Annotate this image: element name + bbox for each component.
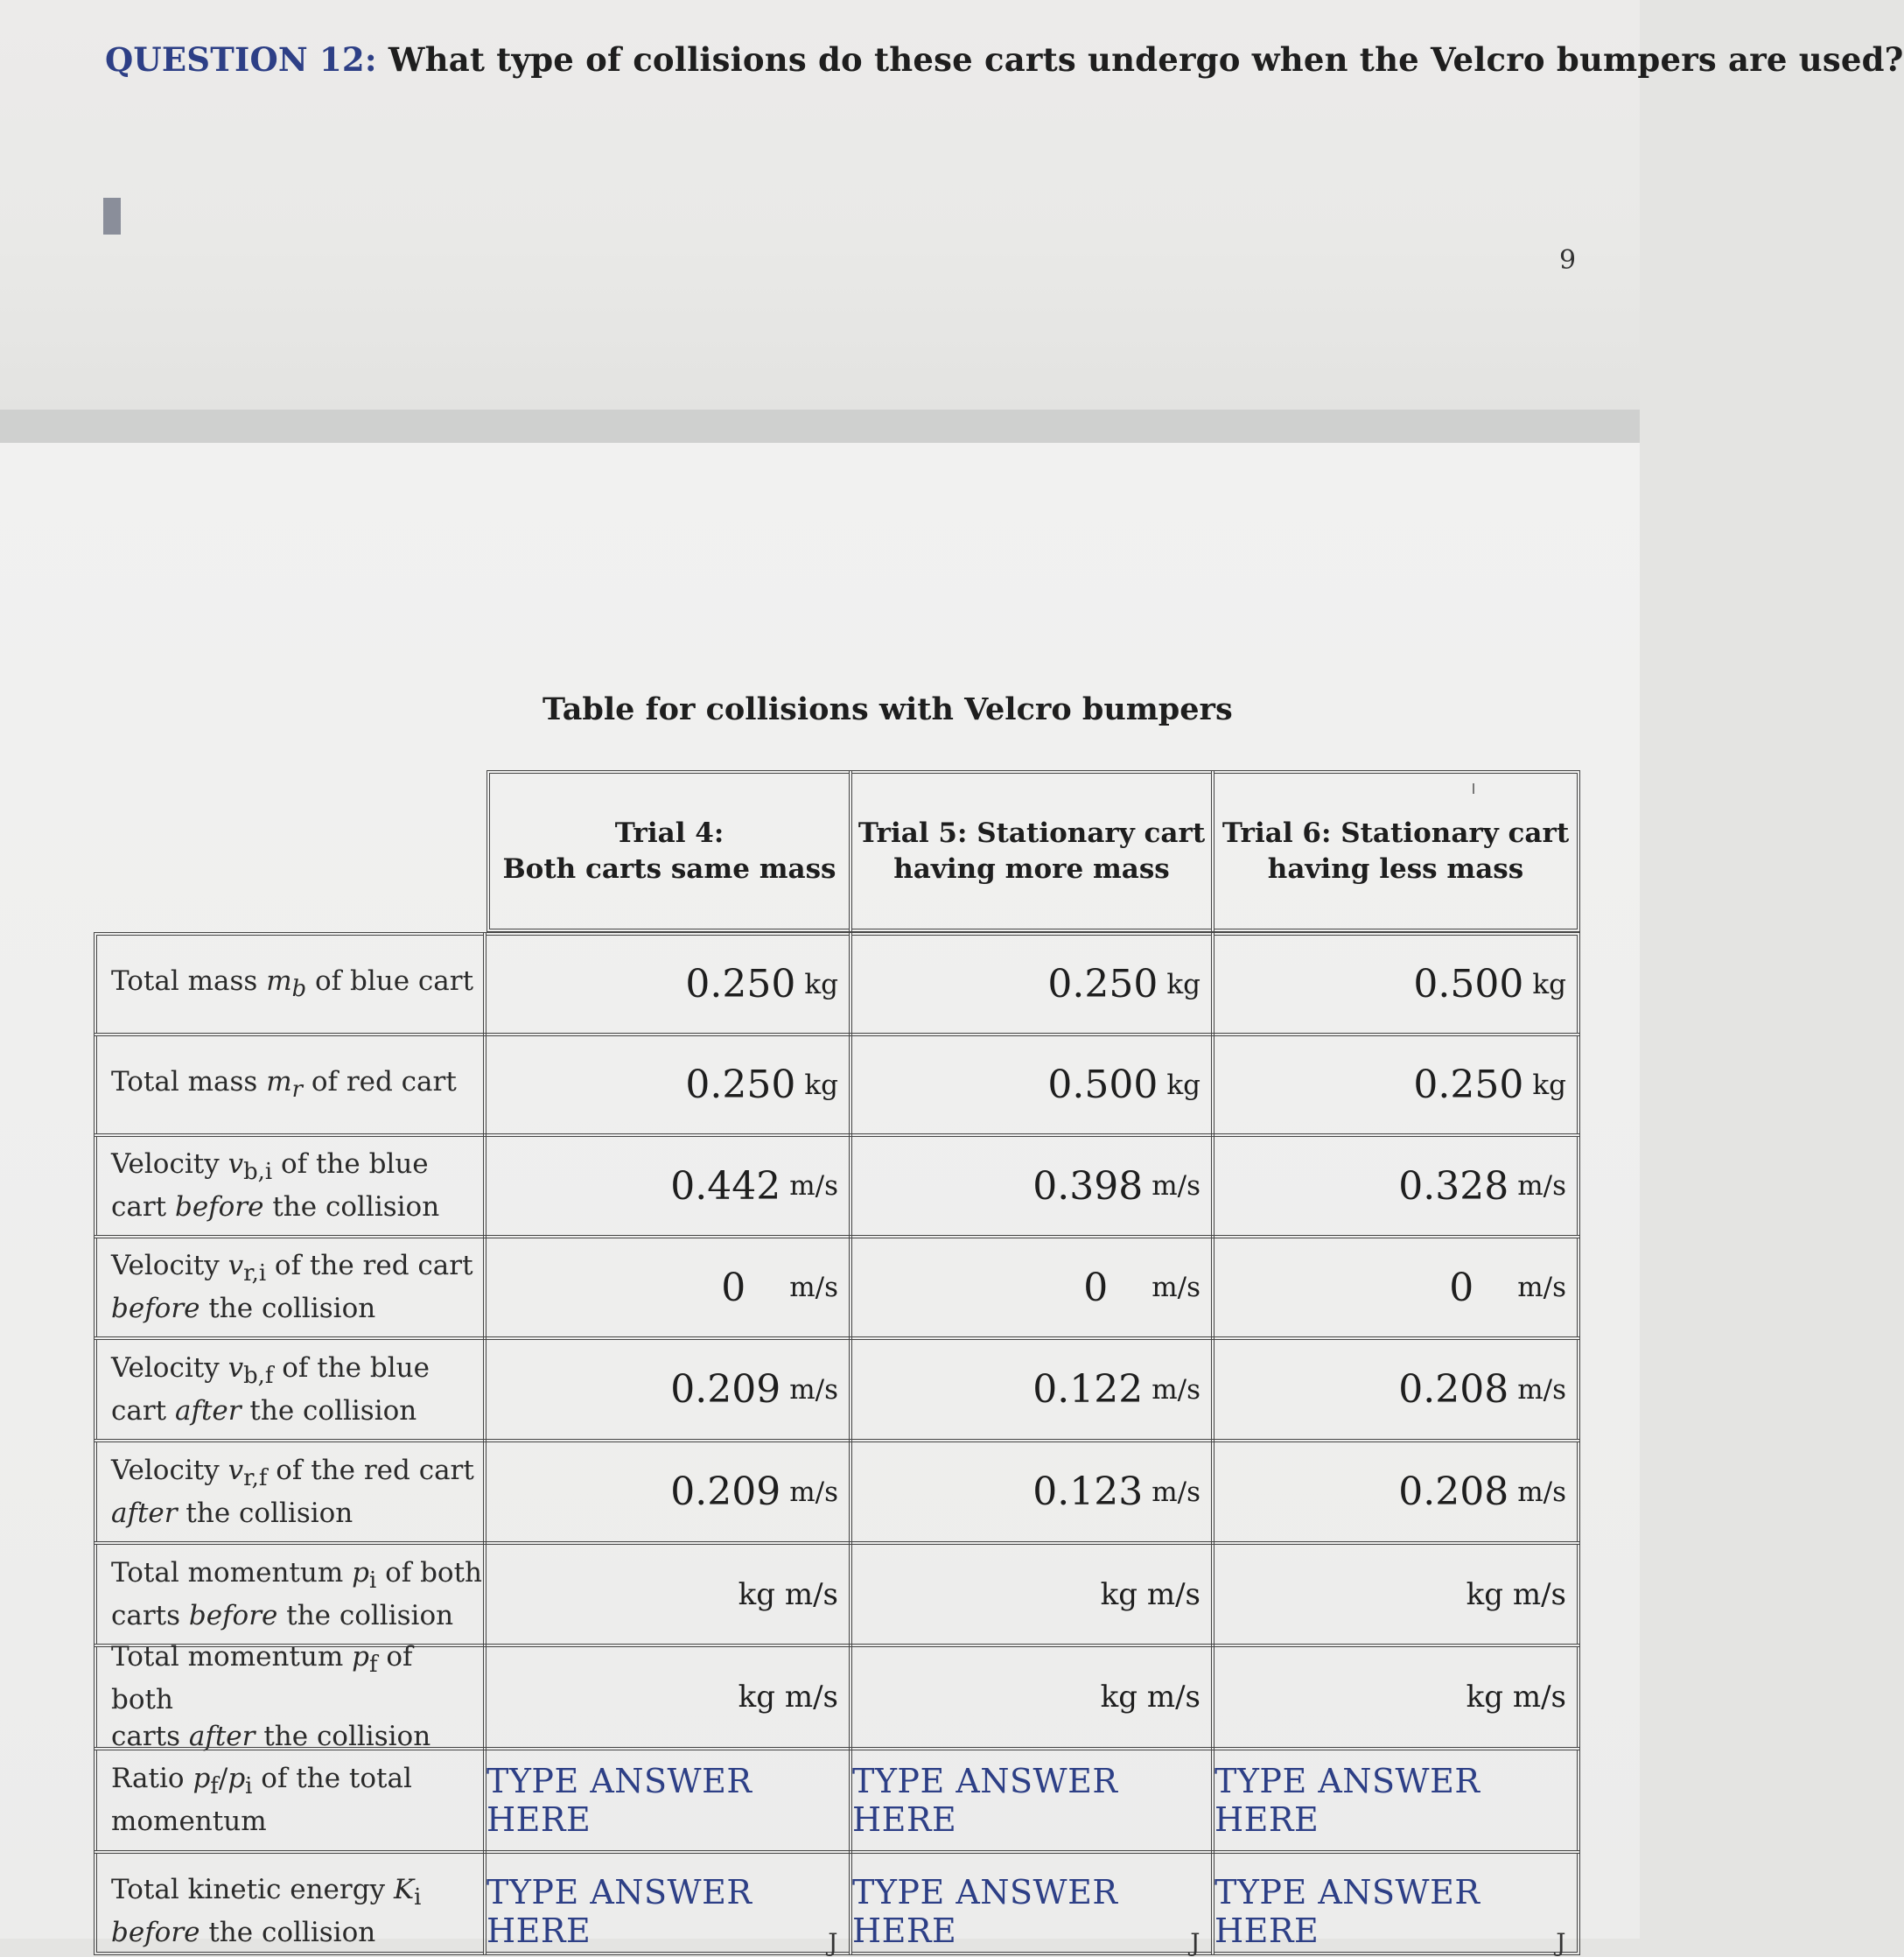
value-cell[interactable] xyxy=(849,1033,1214,1137)
answer-cell[interactable] xyxy=(483,1850,852,1955)
answer-field[interactable]: TYPE ANSWER HERE xyxy=(1214,1873,1480,1950)
row-label-velocity-red-after xyxy=(94,1439,486,1545)
value-cell[interactable] xyxy=(483,1235,852,1340)
value-number: 0 xyxy=(1449,1265,1474,1310)
value-unit: kg xyxy=(1532,968,1566,1000)
row-label-momentum-after xyxy=(94,1640,486,1753)
value-cell[interactable] xyxy=(849,1336,1214,1442)
question-heading xyxy=(105,40,1904,79)
value-unit: m/s xyxy=(1152,1476,1200,1508)
value-unit: m/s xyxy=(1517,1476,1566,1508)
header-trial-6 xyxy=(1211,770,1580,932)
answer-cell[interactable] xyxy=(1211,1850,1580,1955)
value-cell[interactable] xyxy=(1211,932,1580,1036)
value-unit: kg m/s xyxy=(1100,1680,1200,1715)
value-number: 0.123 xyxy=(1032,1470,1144,1514)
value-cell[interactable] xyxy=(1211,1439,1580,1545)
page-number: 9 xyxy=(1559,245,1577,276)
value-unit: kg m/s xyxy=(738,1680,838,1715)
label-text: Ratio $p_f/p_i$ of the total momentum xyxy=(111,1763,412,1838)
value-unit: kg xyxy=(804,968,838,1000)
value-cell[interactable] xyxy=(849,932,1214,1036)
label-text: Velocity $v_{r,f}$ of the red cart after the collision xyxy=(111,1454,474,1529)
value-unit: m/s xyxy=(789,1476,838,1508)
header-line: Both carts same mass xyxy=(502,852,836,885)
value-unit: J xyxy=(828,1928,838,1957)
label-text: Velocity $v_{b,f}$ of the blue cart after the collision xyxy=(111,1351,430,1427)
value-cell[interactable] xyxy=(483,1644,852,1750)
value-cell[interactable] xyxy=(1211,1133,1580,1238)
value-unit: m/s xyxy=(1152,1170,1200,1202)
value-unit: J xyxy=(1556,1928,1566,1957)
label-text: Total kinetic energy $K_i$ before the collision xyxy=(111,1874,422,1948)
value-number: 0.328 xyxy=(1398,1163,1509,1209)
header-line: having less mass xyxy=(1267,852,1524,885)
value-unit: m/s xyxy=(1517,1373,1566,1406)
row-label-mass-red xyxy=(94,1033,486,1137)
value-unit: kg xyxy=(804,1069,838,1101)
page-divider xyxy=(0,410,1640,443)
value-cell[interactable] xyxy=(483,1336,852,1442)
value-number: 0.500 xyxy=(1047,1063,1158,1107)
value-number: 0.500 xyxy=(1413,962,1524,1007)
value-number: 0.208 xyxy=(1398,1470,1509,1514)
value-cell[interactable] xyxy=(483,1439,852,1545)
row-label-velocity-red-before xyxy=(94,1235,486,1340)
value-number: 0.250 xyxy=(685,1063,796,1107)
value-unit: m/s xyxy=(1152,1272,1200,1303)
row-label-kinetic-energy-before xyxy=(94,1850,486,1955)
value-cell[interactable] xyxy=(849,1133,1214,1238)
row-label-velocity-blue-after xyxy=(94,1336,486,1442)
answer-field[interactable]: TYPE ANSWER HERE xyxy=(849,1747,1214,1854)
header-line: having more mass xyxy=(893,852,1170,885)
value-cell[interactable] xyxy=(1211,1235,1580,1340)
value-number: 0.250 xyxy=(1047,962,1158,1007)
value-cell[interactable] xyxy=(483,1541,852,1647)
question-text: What type of collisions do these carts undergo when the Velcro bumpers are used? xyxy=(388,40,1904,79)
value-cell[interactable] xyxy=(483,1133,852,1238)
value-number: 0.250 xyxy=(1413,1063,1524,1107)
header-line: Trial 5: Stationary cart xyxy=(858,817,1206,850)
value-cell[interactable] xyxy=(483,1033,852,1137)
label-text: Total mass $m_b$ of blue cart xyxy=(111,965,474,1003)
value-number: 0 xyxy=(721,1265,746,1310)
value-number: 0.122 xyxy=(1032,1367,1144,1412)
value-unit: kg xyxy=(1166,968,1200,1000)
header-line: Trial 4: xyxy=(614,817,724,850)
value-unit: m/s xyxy=(1517,1272,1566,1303)
value-unit: kg xyxy=(1166,1069,1200,1101)
value-number: 0.208 xyxy=(1398,1367,1509,1412)
value-unit: m/s xyxy=(789,1373,838,1406)
label-text: Velocity $v_{b,i}$ of the blue cart before the collision xyxy=(111,1148,440,1224)
value-number: 0.209 xyxy=(670,1367,781,1412)
answer-field[interactable]: TYPE ANSWER HERE xyxy=(1211,1747,1580,1854)
answer-field[interactable]: TYPE ANSWER HERE xyxy=(483,1747,852,1854)
value-unit: kg m/s xyxy=(1466,1680,1566,1715)
answer-cell[interactable] xyxy=(849,1850,1214,1955)
row-label-velocity-blue-before xyxy=(94,1133,486,1238)
label-text: Total momentum $p_i$ of both carts before the collision xyxy=(111,1556,482,1631)
value-number: 0.209 xyxy=(670,1470,781,1514)
value-cell[interactable] xyxy=(849,1644,1214,1750)
label-text: Total mass $m_r$ of red cart xyxy=(111,1066,457,1104)
header-trial-5 xyxy=(849,770,1214,932)
value-cell[interactable] xyxy=(1211,1541,1580,1647)
value-unit: m/s xyxy=(789,1170,838,1202)
value-unit: m/s xyxy=(1517,1170,1566,1202)
table-title: Table for collisions with Velcro bumpers xyxy=(542,691,1233,727)
value-unit: kg m/s xyxy=(1466,1576,1566,1612)
value-number: 0.398 xyxy=(1032,1163,1144,1209)
value-unit: kg m/s xyxy=(1100,1576,1200,1612)
row-label-mass-blue xyxy=(94,932,486,1036)
row-label-momentum-ratio xyxy=(94,1747,486,1854)
header-line: Trial 6: Stationary cart xyxy=(1222,817,1570,850)
value-cell[interactable] xyxy=(1211,1336,1580,1442)
row-label-momentum-before xyxy=(94,1541,486,1647)
text-cursor[interactable] xyxy=(103,198,121,235)
value-unit: kg m/s xyxy=(738,1576,838,1612)
answer-field[interactable]: TYPE ANSWER HERE xyxy=(486,1873,752,1950)
header-trial-4 xyxy=(486,770,852,932)
label-text: Velocity $v_{r,i}$ of the red cart before the collision xyxy=(111,1250,473,1325)
label-text: Total momentum $p_f$ of both carts after the collision xyxy=(111,1640,431,1753)
value-cell[interactable] xyxy=(1211,1033,1580,1137)
value-cell[interactable] xyxy=(849,1439,1214,1545)
value-unit: J xyxy=(1190,1928,1200,1957)
value-cell[interactable] xyxy=(1211,1644,1580,1750)
value-cell[interactable] xyxy=(849,1235,1214,1340)
value-unit: kg xyxy=(1532,1069,1566,1101)
value-unit: m/s xyxy=(789,1272,838,1303)
value-cell[interactable] xyxy=(483,932,852,1036)
value-unit: m/s xyxy=(1152,1373,1200,1406)
value-cell[interactable] xyxy=(849,1541,1214,1647)
value-number: 0 xyxy=(1083,1265,1109,1310)
answer-field[interactable]: TYPE ANSWER HERE xyxy=(852,1873,1118,1950)
value-number: 0.442 xyxy=(670,1163,781,1209)
value-number: 0.250 xyxy=(685,962,796,1007)
question-label: QUESTION 12: xyxy=(105,40,377,79)
